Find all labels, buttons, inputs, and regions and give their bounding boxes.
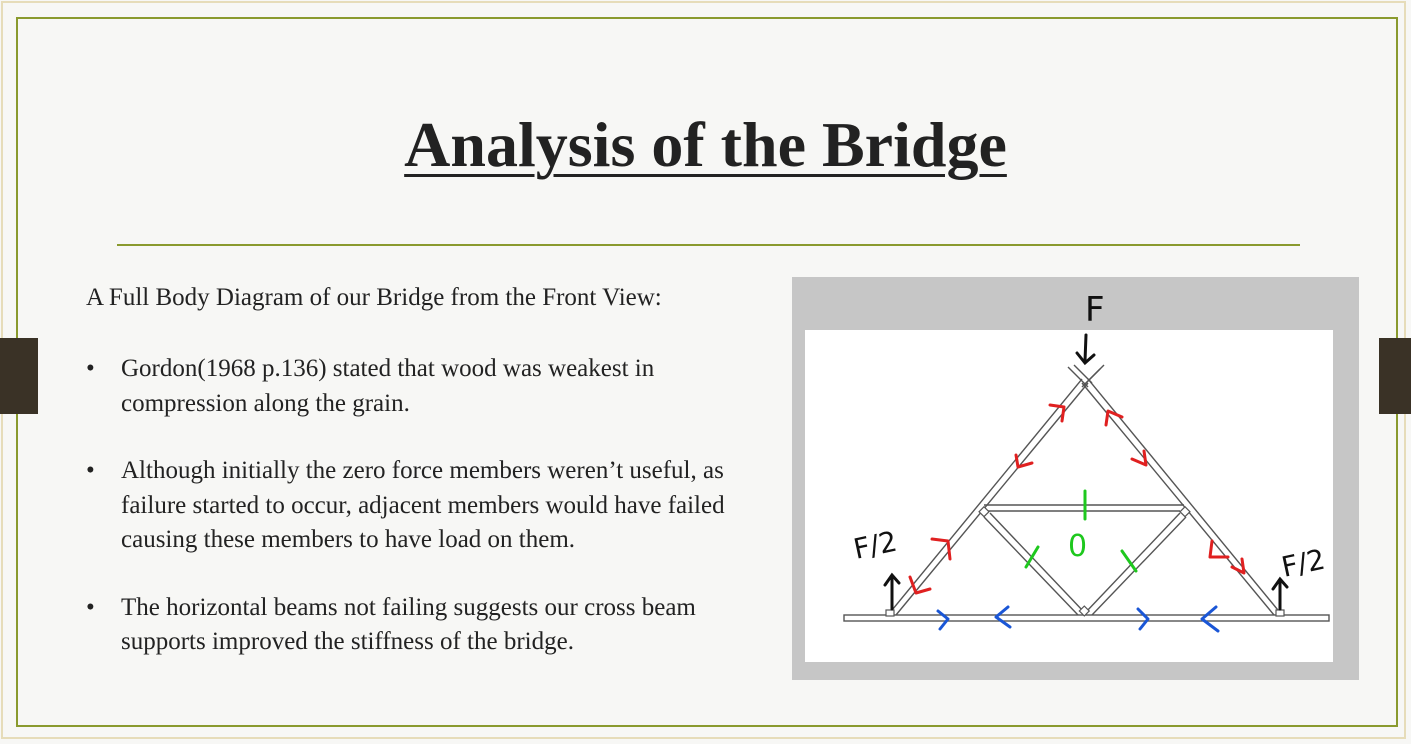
left-decorative-tab — [0, 338, 38, 414]
title-divider — [117, 244, 1300, 246]
bridge-force-diagram — [792, 277, 1359, 680]
right-reaction-arrow — [1273, 579, 1287, 609]
right-reaction-label: F/2 — [1278, 542, 1328, 584]
load-label: F — [1085, 290, 1105, 330]
load-arrow — [1077, 335, 1094, 363]
left-reaction-label: F/2 — [850, 524, 900, 566]
slide-title — [0, 108, 1411, 182]
slide-title-text: Analysis of the Bridge — [404, 109, 1007, 180]
compression-arrows — [910, 405, 1244, 593]
bullet-item: • The horizontal beams not failing suggests our cross beam supports improved the stiffness of the bridge. — [86, 591, 746, 660]
bullet-list — [86, 352, 746, 693]
right-decorative-tab — [1379, 338, 1411, 414]
tension-arrows — [938, 607, 1218, 631]
intro-text: A Full Body Diagram of our Bridge from the Front View: — [86, 284, 662, 311]
bullet-item: • Gordon(1968 p.136) stated that wood was weakest in compression along the grain. — [86, 352, 746, 421]
zero-force-label: 0 — [1068, 529, 1088, 564]
bullet-item: • Although initially the zero force members weren’t useful, as failure started to occur, adjacent members would have failed causing these members to have load on them. — [86, 454, 746, 558]
apex-joint — [1068, 365, 1104, 387]
left-top-chord — [888, 379, 1088, 615]
right-top-chord — [1082, 379, 1282, 615]
bottom-chord — [844, 615, 1329, 621]
